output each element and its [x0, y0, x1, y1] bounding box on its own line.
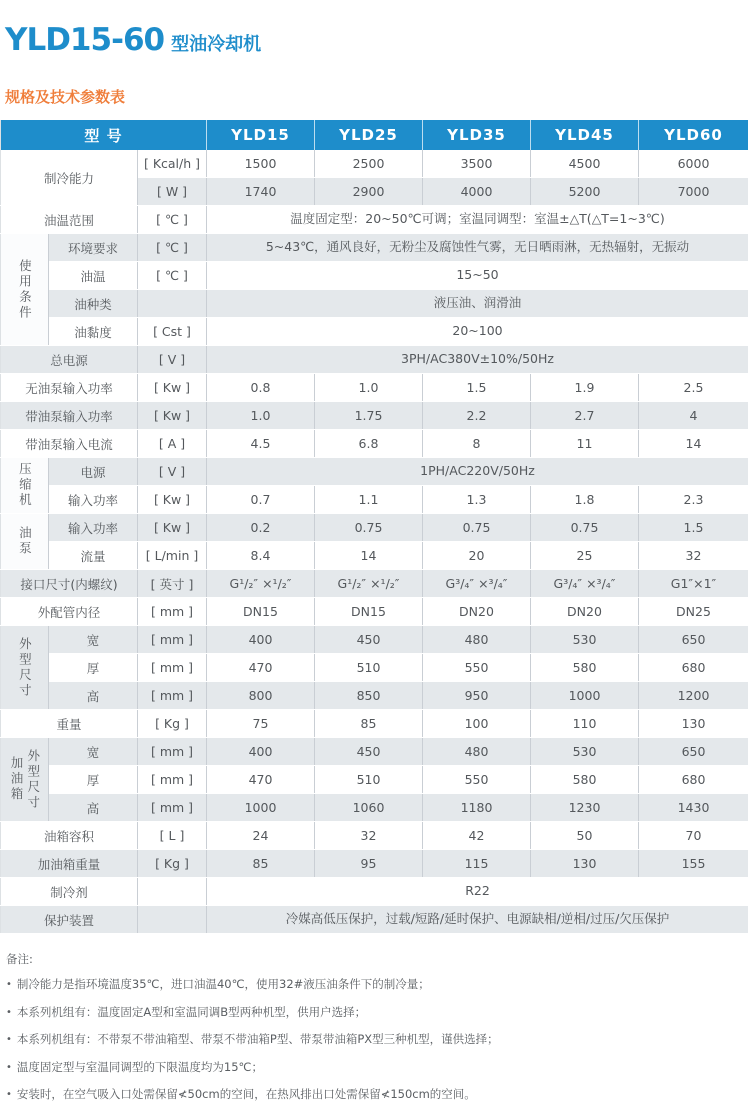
notes-section [0, 951, 748, 1103]
unit-cell: [ Kw ] [138, 402, 207, 430]
value-cell: 650 [639, 738, 748, 766]
unit-cell: [ L/min ] [138, 542, 207, 570]
value-cell: 0.2 [207, 514, 315, 542]
value-cell: 2.2 [423, 402, 531, 430]
value-cell: 530 [531, 738, 639, 766]
row-label-cell: 制冷剂 [1, 878, 138, 906]
column-header-model: 型 号 [1, 120, 207, 150]
value-cell: 32 [315, 822, 423, 850]
row-label-cell: 高 [49, 794, 138, 822]
title-model: YLD15-60 [5, 22, 164, 58]
bullet-icon: • [6, 979, 12, 990]
bullet-icon: • [6, 1007, 12, 1018]
value-cell: 800 [207, 682, 315, 710]
unit-cell: [ W ] [138, 178, 207, 206]
unit-cell [138, 878, 207, 906]
unit-cell: [ mm ] [138, 626, 207, 654]
table-row [1, 346, 748, 374]
value-cell: 2.5 [639, 374, 748, 402]
value-cell: 950 [423, 682, 531, 710]
value-cell: 470 [207, 766, 315, 794]
value-cell: 400 [207, 738, 315, 766]
table-row [1, 598, 748, 626]
value-cell: 110 [531, 710, 639, 738]
value-cell: 400 [207, 626, 315, 654]
row-label-cell: 外配管内径 [1, 598, 138, 626]
notes-list [6, 977, 748, 1103]
unit-cell: [ mm ] [138, 654, 207, 682]
value-cell: 75 [207, 710, 315, 738]
value-cell: 42 [423, 822, 531, 850]
value-cell: 0.7 [207, 486, 315, 514]
value-cell: 1.5 [639, 514, 748, 542]
bullet-icon: • [6, 1089, 12, 1100]
value-span-cell: 3PH/AC380V±10%/50Hz [207, 346, 748, 374]
table-row [1, 822, 748, 850]
row-label-cell: 宽 [49, 738, 138, 766]
value-cell: 95 [315, 850, 423, 878]
note-item [6, 977, 748, 993]
value-cell: 1.8 [531, 486, 639, 514]
value-cell: 450 [315, 626, 423, 654]
row-label-cell: 油箱容积 [1, 822, 138, 850]
value-cell: 14 [639, 430, 748, 458]
value-cell: 1500 [207, 150, 315, 178]
value-cell: 2.3 [639, 486, 748, 514]
value-cell: 580 [531, 766, 639, 794]
row-label-cell: 厚 [49, 654, 138, 682]
value-cell: 4000 [423, 178, 531, 206]
value-cell: 470 [207, 654, 315, 682]
table-row [1, 262, 748, 290]
value-cell: 510 [315, 654, 423, 682]
value-cell: 680 [639, 766, 748, 794]
row-label-cell: 环境要求 [49, 234, 138, 262]
value-cell: DN25 [639, 598, 748, 626]
value-cell: 130 [639, 710, 748, 738]
table-row [1, 626, 748, 654]
table-row [1, 290, 748, 318]
row-label-cell: 输入功率 [49, 486, 138, 514]
column-header-yld15: YLD15 [207, 120, 315, 150]
table-row [1, 906, 748, 934]
value-cell: 580 [531, 654, 639, 682]
unit-cell: [ mm ] [138, 794, 207, 822]
unit-cell: [ mm ] [138, 738, 207, 766]
column-header-yld35: YLD35 [423, 120, 531, 150]
value-cell: 1.0 [315, 374, 423, 402]
row-label-cell: 流量 [49, 542, 138, 570]
group-label-text: 加油箱 [9, 756, 23, 803]
table-row [1, 206, 748, 234]
value-cell: 7000 [639, 178, 748, 206]
value-cell: 510 [315, 766, 423, 794]
unit-cell: [ 英寸 ] [138, 570, 207, 598]
notes-heading: 备注: [6, 951, 748, 967]
unit-cell: [ V ] [138, 346, 207, 374]
value-cell: 650 [639, 626, 748, 654]
group-label-cell [1, 458, 49, 514]
table-row [1, 570, 748, 598]
value-span-cell: 1PH/AC220V/50Hz [207, 458, 748, 486]
table-row [1, 514, 748, 542]
group-label-cell [1, 626, 49, 710]
value-cell: 130 [531, 850, 639, 878]
value-cell: 2.7 [531, 402, 639, 430]
title-suffix: 型油冷却机 [171, 34, 261, 55]
page-title [0, 0, 748, 58]
note-item [6, 1032, 748, 1048]
row-label-cell: 接口尺寸(内螺纹) [1, 570, 138, 598]
table-row [1, 458, 748, 486]
table-row [1, 738, 748, 766]
unit-cell: [ ℃ ] [138, 206, 207, 234]
value-cell: 50 [531, 822, 639, 850]
unit-cell: [ A ] [138, 430, 207, 458]
value-cell: 6000 [639, 150, 748, 178]
header-row [1, 120, 748, 150]
value-cell: 480 [423, 738, 531, 766]
value-span-cell: R22 [207, 878, 748, 906]
value-cell: 14 [315, 542, 423, 570]
value-cell: 11 [531, 430, 639, 458]
table-row [1, 710, 748, 738]
value-cell: 100 [423, 710, 531, 738]
unit-cell: [ Kw ] [138, 374, 207, 402]
group-label-text: 使用条件 [18, 259, 32, 321]
note-item [6, 1005, 748, 1021]
value-cell: G1″×1″ [639, 570, 748, 598]
unit-cell: [ Kw ] [138, 514, 207, 542]
table-row [1, 794, 748, 822]
note-item [6, 1087, 748, 1103]
unit-cell: [ L ] [138, 822, 207, 850]
column-header-yld45: YLD45 [531, 120, 639, 150]
value-cell: 32 [639, 542, 748, 570]
row-label-cell: 宽 [49, 626, 138, 654]
group-label-text: 外型尺寸 [18, 637, 32, 699]
value-cell: DN15 [315, 598, 423, 626]
value-cell: 6.8 [315, 430, 423, 458]
value-cell: 1060 [315, 794, 423, 822]
value-cell: 680 [639, 654, 748, 682]
unit-cell: [ V ] [138, 458, 207, 486]
value-span-cell: 液压油、润滑油 [207, 290, 748, 318]
value-cell: G¹/₂″ ×¹/₂″ [207, 570, 315, 598]
row-label-cell: 高 [49, 682, 138, 710]
value-cell: 1.5 [423, 374, 531, 402]
value-cell: 70 [639, 822, 748, 850]
group-sublabel-text: 外型尺寸 [26, 749, 40, 811]
unit-cell: [ Kg ] [138, 850, 207, 878]
bullet-icon: • [6, 1034, 12, 1045]
value-span-cell: 20~100 [207, 318, 748, 346]
unit-cell: [ Kcal/h ] [138, 150, 207, 178]
row-label-cell: 厚 [49, 766, 138, 794]
value-cell: 1.75 [315, 402, 423, 430]
unit-cell: [ Cst ] [138, 318, 207, 346]
unit-cell: [ mm ] [138, 766, 207, 794]
table-row [1, 402, 748, 430]
table-row [1, 850, 748, 878]
value-cell: DN20 [423, 598, 531, 626]
row-label-cell: 油黏度 [49, 318, 138, 346]
table-row [1, 234, 748, 262]
value-cell: 0.75 [531, 514, 639, 542]
value-cell: G¹/₂″ ×¹/₂″ [315, 570, 423, 598]
value-cell: 1.1 [315, 486, 423, 514]
value-cell: 5200 [531, 178, 639, 206]
unit-cell [138, 290, 207, 318]
note-text: 本系列机组有：温度固定A型和室温同调B型两种机型，供用户选择； [17, 1005, 366, 1019]
value-cell: 1200 [639, 682, 748, 710]
value-span-cell: 温度固定型：20~50℃可调；室温同调型：室温±△T(△T=1~3℃) [207, 206, 748, 234]
unit-cell: [ ℃ ] [138, 234, 207, 262]
value-cell: 20 [423, 542, 531, 570]
table-row [1, 682, 748, 710]
note-text: 安装时，在空气吸入口处需保留≮50cm的空间，在热风排出口处需保留≮150cm的空间。 [17, 1087, 476, 1101]
row-label-cell: 制冷能力 [1, 150, 138, 206]
group-label-cell [1, 234, 49, 346]
group-label-cell [1, 738, 49, 822]
table-row [1, 486, 748, 514]
value-cell: 155 [639, 850, 748, 878]
value-cell: DN20 [531, 598, 639, 626]
table-row [1, 374, 748, 402]
table-row [1, 542, 748, 570]
value-span-cell: 15~50 [207, 262, 748, 290]
unit-cell: [ mm ] [138, 598, 207, 626]
row-label-cell: 加油箱重量 [1, 850, 138, 878]
value-cell: 85 [315, 710, 423, 738]
value-cell: 2500 [315, 150, 423, 178]
column-header-yld25: YLD25 [315, 120, 423, 150]
section-subtitle: 规格及技术参数表 [0, 86, 748, 107]
table-header [1, 120, 748, 150]
table-row [1, 878, 748, 906]
spec-table [0, 120, 748, 934]
note-item [6, 1060, 748, 1076]
table-row [1, 318, 748, 346]
row-label-cell: 带油泵输入功率 [1, 402, 138, 430]
value-cell: 1.3 [423, 486, 531, 514]
value-cell: 85 [207, 850, 315, 878]
table-row [1, 654, 748, 682]
value-cell: 1430 [639, 794, 748, 822]
column-header-yld60: YLD60 [639, 120, 748, 150]
note-text: 本系列机组有：不带泵不带油箱型、带泵不带油箱P型、带泵带油箱PX型三种机型，谨供选择； [17, 1032, 499, 1046]
row-label-cell: 油温 [49, 262, 138, 290]
value-span-cell: 5~43℃，通风良好，无粉尘及腐蚀性气雾，无日晒雨淋，无热辐射，无振动 [207, 234, 748, 262]
row-label-cell: 带油泵输入电流 [1, 430, 138, 458]
group-label-cell [1, 514, 49, 570]
value-cell: 8.4 [207, 542, 315, 570]
value-cell: 4.5 [207, 430, 315, 458]
value-cell: 450 [315, 738, 423, 766]
row-label-cell: 油种类 [49, 290, 138, 318]
unit-cell: [ ℃ ] [138, 262, 207, 290]
row-label-cell: 保护装置 [1, 906, 138, 934]
value-cell: 1.0 [207, 402, 315, 430]
note-text: 温度固定型与室温同调型的下限温度均为15℃； [17, 1060, 263, 1074]
value-cell: 1.9 [531, 374, 639, 402]
value-cell: G³/₄″ ×³/₄″ [423, 570, 531, 598]
table-row [1, 430, 748, 458]
value-cell: 8 [423, 430, 531, 458]
value-cell: 0.8 [207, 374, 315, 402]
value-cell: 1740 [207, 178, 315, 206]
group-label-text: 压缩机 [18, 462, 32, 509]
unit-cell [138, 906, 207, 934]
value-cell: 2900 [315, 178, 423, 206]
value-cell: 480 [423, 626, 531, 654]
value-cell: 24 [207, 822, 315, 850]
note-text: 制冷能力是指环境温度35℃，进口油温40℃，使用32#液压油条件下的制冷量； [17, 977, 430, 991]
unit-cell: [ Kw ] [138, 486, 207, 514]
row-label-cell: 输入功率 [49, 514, 138, 542]
row-label-cell: 总电源 [1, 346, 138, 374]
value-cell: 4500 [531, 150, 639, 178]
value-cell: 1000 [531, 682, 639, 710]
table-row [1, 150, 748, 178]
value-cell: DN15 [207, 598, 315, 626]
value-cell: 0.75 [315, 514, 423, 542]
value-cell: 0.75 [423, 514, 531, 542]
value-cell: 115 [423, 850, 531, 878]
bullet-icon: • [6, 1062, 12, 1073]
value-cell: 550 [423, 766, 531, 794]
value-cell: 530 [531, 626, 639, 654]
unit-cell: [ Kg ] [138, 710, 207, 738]
value-cell: 1230 [531, 794, 639, 822]
row-label-cell: 无油泵输入功率 [1, 374, 138, 402]
value-cell: 1180 [423, 794, 531, 822]
value-span-cell: 冷媒高低压保护，过载/短路/延时保护、电源缺相/逆相/过压/欠压保护 [207, 906, 748, 934]
value-cell: 850 [315, 682, 423, 710]
value-cell: G³/₄″ ×³/₄″ [531, 570, 639, 598]
value-cell: 1000 [207, 794, 315, 822]
value-cell: 4 [639, 402, 748, 430]
unit-cell: [ mm ] [138, 682, 207, 710]
row-label-cell: 油温范围 [1, 206, 138, 234]
group-label-text: 油泵 [18, 526, 32, 557]
row-label-cell: 重量 [1, 710, 138, 738]
value-cell: 25 [531, 542, 639, 570]
table-row [1, 766, 748, 794]
row-label-cell: 电源 [49, 458, 138, 486]
value-cell: 550 [423, 654, 531, 682]
value-cell: 3500 [423, 150, 531, 178]
